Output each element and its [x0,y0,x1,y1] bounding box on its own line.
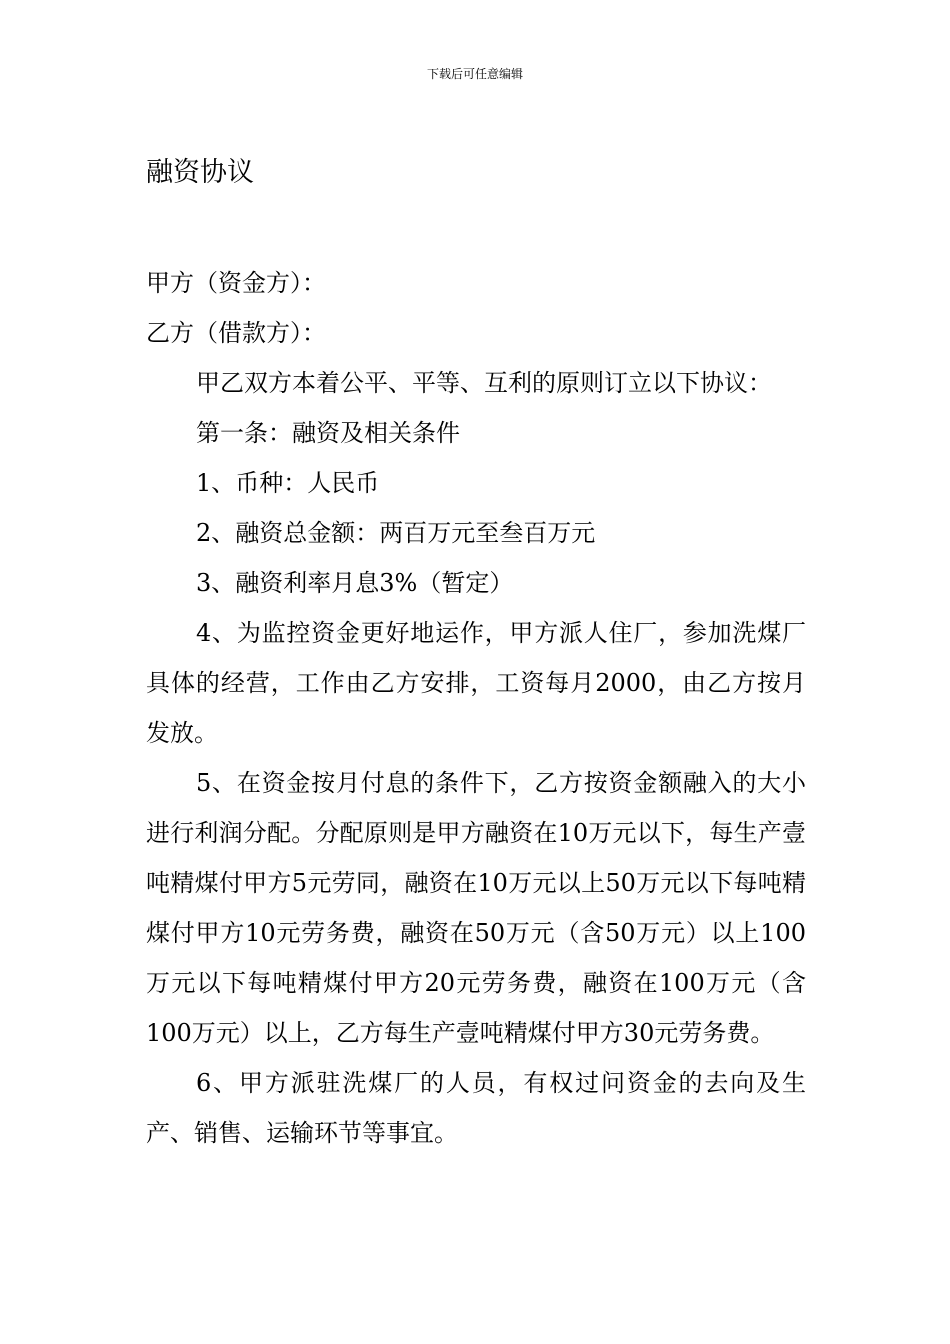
paragraph-4: 4、为监控资金更好地运作，甲方派人住厂，参加洗煤厂具体的经营，工作由乙方安排，工资每月2000，由乙方按月发放。 [146,619,806,747]
item-interest-rate: 3、融资利率月息3%（暂定） [196,569,514,597]
paragraph-6: 6、甲方派驻洗煤厂的人员，有权过问资金的去向及生产、销售、运输环节等事宜。 [146,1069,806,1147]
article-1-heading: 第一条：融资及相关条件 [196,419,460,447]
party-b-line: 乙方（借款方）： [146,319,326,347]
document-body [146,150,806,1158]
paragraph-5: 5、在资金按月付息的条件下，乙方按资金额融入的大小进行利润分配。分配原则是甲方融资在10万元以下，每生产壹吨精煤付甲方5元劳同，融资在10万元以上50万元以下每吨精煤付甲方10元劳务费，融资在50万元（含50万元）以上100万元以下每吨精煤付甲方20元劳务费，融资在100万元（含100万元）以上，乙方每生产壹吨精煤付甲方30元劳务费。 [146,769,806,1047]
document-title: 融资协议 [146,157,254,188]
item-total-amount: 2、融资总金额：两百万元至叁百万元 [196,519,596,547]
party-a-line: 甲方（资金方）： [146,269,326,297]
item-currency: 1、币种：人民币 [196,469,380,497]
page-header: 下载后可任意编辑 [426,67,523,81]
intro-line: 甲乙双方本着公平、平等、互利的原则订立以下协议： [196,369,772,397]
